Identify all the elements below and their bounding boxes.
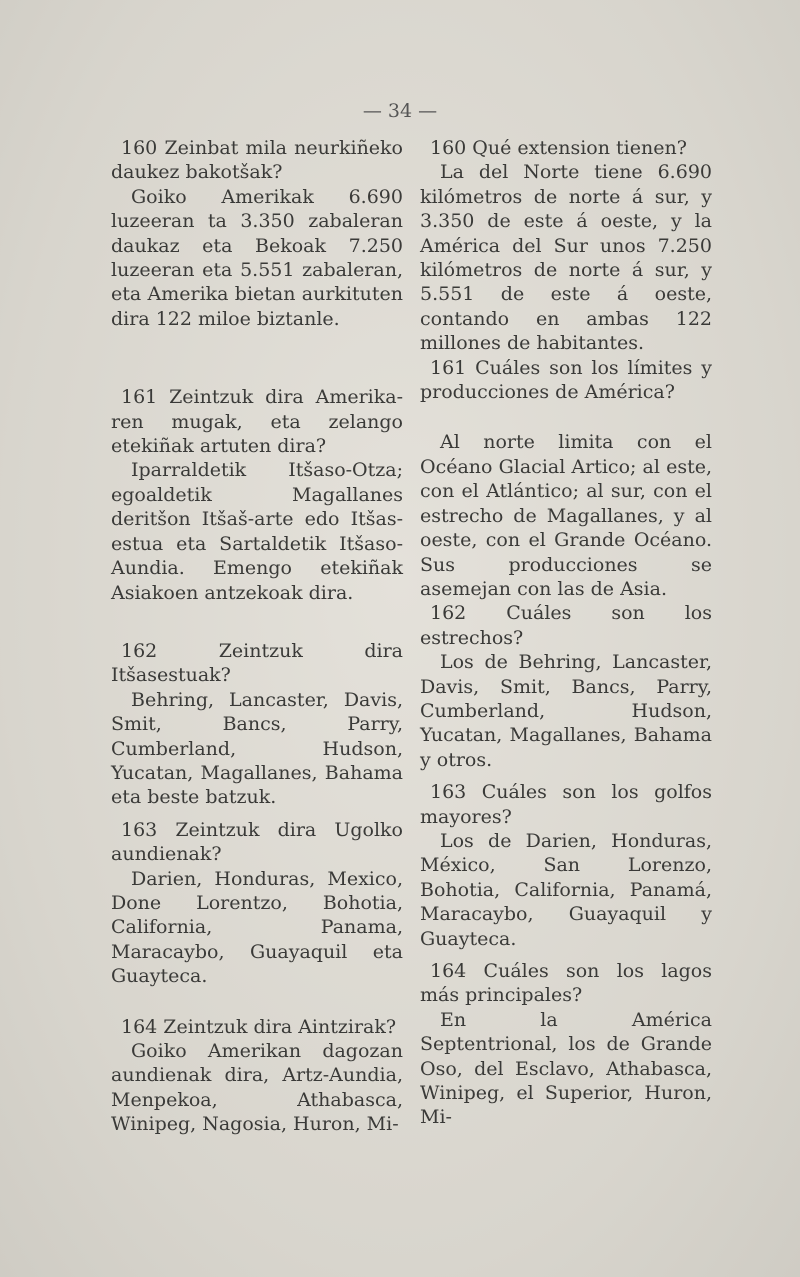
- question-162-spanish: 162 Cuáles son los estrechos?: [420, 602, 712, 649]
- answer-164-spanish: En la América Septentrional, los de Grande Oso, del Esclavo, Athabasca, Winipeg, el Superior, Huron, Mi-: [420, 1008, 712, 1129]
- question-160-basque: 160 Zeinbat mila neurkiñeko daukez bakotšak?: [111, 137, 403, 184]
- answer-163-basque: Darien, Honduras, Mexico, Done Lorentzo, Bohotia, California, Panama, Maracaybo, Guayaquil eta Guayteca.: [111, 867, 403, 988]
- question-162-basque: 162 Zeintzuk dira Itšasestuak?: [111, 639, 403, 687]
- answer-161-basque: Iparraldetik Itšaso-Otza; egoaldetik Magallanes deritšon Itšaš-arte edo Itšas-estua eta Sartaldetik Itšaso-Aundia. Emengo etekiñak Asiakoen antzekoak dira.: [111, 459, 403, 604]
- answer-162-spanish: Los de Behring, Lancaster, Davis, Smit, Bancs, Parry, Cumberland, Hudson, Yucatan, Magallanes, Bahama y otros.: [420, 651, 712, 771]
- spanish-column: [420, 136, 712, 1130]
- answer-161-spanish: Al norte limita con el Océano Glacial Artico; al este, con el Atlántico; al sur, con el estrecho de Magallanes, y al oeste, con el Grande Océano. Sus producciones se asemejan con las de Asia.: [420, 431, 712, 600]
- answer-164-basque: Goiko Amerikan dagozan aundienak dira, Artz-Aundia, Menpekoa, Athabasca, Winipeg, Nagosia, Huron, Mi-: [111, 1040, 403, 1136]
- question-163-spanish: 163 Cuáles son los golfos mayores?: [420, 781, 712, 828]
- question-160-spanish: 160 Qué extension tienen?: [430, 137, 687, 159]
- page-number: — 34 —: [362, 100, 438, 122]
- answer-162-basque: Behring, Lancaster, Davis, Smit, Bancs, Parry, Cumberland, Hudson, Yucatan, Magallanes, Bahama eta beste batzuk.: [111, 688, 403, 809]
- question-164-spanish: 164 Cuáles son los lagos más principales?: [420, 960, 712, 1007]
- basque-column: [111, 136, 403, 1137]
- question-164-basque: 164 Zeintzuk dira Aintzirak?: [121, 1015, 397, 1038]
- answer-160-basque: Goiko Amerikak 6.690 luzeeran ta 3.350 zabaleran daukaz eta Bekoak 7.250 luzeeran eta 5.551 zabaleran, eta Amerika bietan aurkituten dira 122 miloe biztanle.: [111, 185, 403, 330]
- question-163-basque: 163 Zeintzuk dira Ugolko aundienak?: [111, 818, 403, 866]
- answer-163-spanish: Los de Darien, Honduras, México, San Lorenzo, Bohotia, California, Panamá, Maracaybo, Guayaquil y Guayteca.: [420, 829, 712, 950]
- question-161-basque: 161 Zeintzuk dira Amerika-ren mugak, eta zelango etekiñak artuten dira?: [111, 386, 403, 458]
- answer-160-spanish: La del Norte tiene 6.690 kilómetros de norte á sur, y 3.350 de este á oeste, y la América del Sur unos 7.250 kilómetros de norte á sur, y 5.551 de este á oeste, contando en ambas 122 millones de habitantes.: [420, 161, 712, 355]
- question-161-spanish: 161 Cuáles son los límites y producciones de América?: [420, 356, 712, 404]
